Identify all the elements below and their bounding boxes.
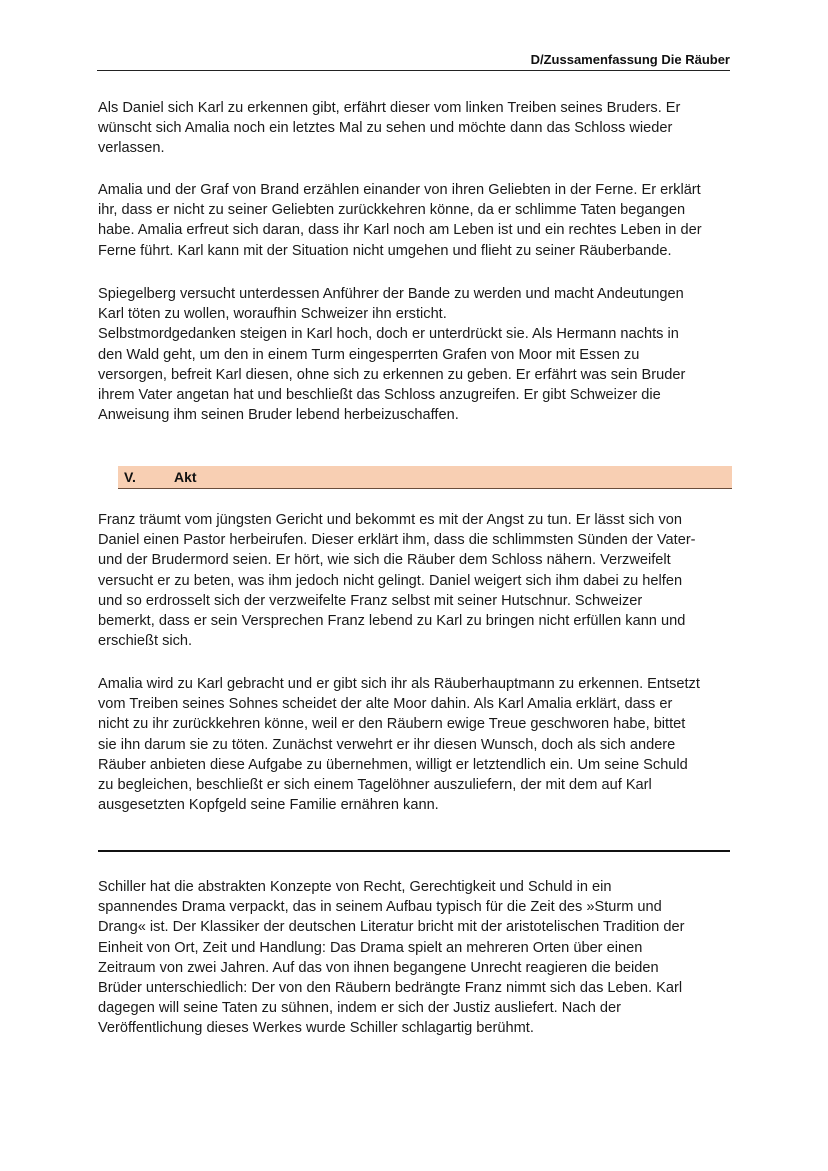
text-line: Als Daniel sich Karl zu erkennen gibt, erfährt dieser vom linken Treiben seines Bruders. Er — [98, 100, 681, 116]
text-line: Einheit von Ort, Zeit und Handlung: Das Drama spielt an mehreren Orten über einen — [98, 939, 643, 956]
text-line: erschießt sich. — [98, 633, 193, 650]
section-number: V. — [124, 469, 136, 485]
text-line: Daniel einen Pastor herbeirufen. Dieser erklärt ihm, dass die schlimmsten Sünden der Vater- — [98, 532, 696, 549]
paragraph-spiegelberg — [98, 284, 738, 425]
text-line: ihr, dass er nicht zu seiner Geliebten zurückkehren könne, da er schlimme Taten begangen — [98, 202, 686, 219]
section-divider — [98, 850, 730, 852]
section-heading-act-5 — [118, 466, 732, 489]
text-line: Ferne führt. Karl kann mit der Situation nicht umgehen und flieht zu seiner Räuberbande. — [98, 242, 672, 259]
text-line: Schiller hat die abstrakten Konzepte von Recht, Gerechtigkeit und Schuld in ein — [98, 879, 612, 895]
text-line: nicht zu ihr zurückkehren könne, weil er den Räubern ewige Treue geschworen habe, bittet — [98, 716, 686, 733]
text-line: habe. Amalia erfreut sich daran, dass ihr Karl noch am Leben ist und ein rechtes Leben in der — [98, 222, 702, 239]
text-line: Spiegelberg versucht unterdessen Anführer der Bande zu werden und macht Andeutungen — [98, 286, 684, 302]
section-title: Akt — [174, 469, 197, 485]
text-line: verlassen. — [98, 140, 165, 157]
page-header — [97, 50, 730, 71]
text-line: und der Brudermord seien. Er hört, wie sich die Räuber dem Schloss nähern. Verzweifelt — [98, 552, 671, 569]
text-line: Selbstmordgedanken steigen in Karl hoch, doch er unterdrückt sie. Als Hermann nachts in — [98, 326, 679, 343]
text-line: Karl töten zu wollen, woraufhin Schweizer ihn ersticht. — [98, 306, 447, 323]
text-line: dagegen will seine Taten zu sühnen, indem er sich der Justiz ausliefert. Nach der — [98, 1000, 621, 1017]
text-line: Veröffentlichung dieses Werkes wurde Schiller schlagartig berühmt. — [98, 1020, 534, 1037]
text-line: spannendes Drama verpackt, das in seinem Aufbau typisch für die Zeit des »Sturm und — [98, 899, 662, 916]
paragraph-daniel-reveals — [98, 98, 738, 159]
paragraph-amalia-karl — [98, 674, 738, 815]
text-line: ihrem Vater angetan hat und beschließt das Schloss anzugreifen. Er gibt Schweizer die — [98, 387, 661, 404]
text-line: bemerkt, dass er sein Versprechen Franz lebend zu Karl zu bringen nicht erfüllen kann und — [98, 613, 686, 630]
text-line: Drang« ist. Der Klassiker der deutschen Literatur bricht mit der aristotelischen Tradition der — [98, 919, 685, 936]
text-line: Amalia wird zu Karl gebracht und er gibt sich ihr als Räuberhauptmann zu erkennen. Entsetzt — [98, 676, 700, 692]
text-line: den Wald geht, um den in einem Turm eingesperrten Grafen von Moor mit Essen zu — [98, 346, 640, 363]
text-line: Brüder unterschiedlich: Der von den Räubern bedrängte Franz nimmt sich das Leben. Karl — [98, 980, 683, 997]
text-line: Anweisung ihm seinen Bruder lebend herbeizuschaffen. — [98, 407, 459, 424]
paragraph-conclusion — [98, 877, 738, 1039]
text-line: und so erdrosselt sich der verzweifelte Franz selbst mit seiner Hutschnur. Schweizer — [98, 592, 643, 609]
text-line: Zeitraum von zwei Jahren. Auf das von ihnen begangene Unrecht reagieren die beiden — [98, 959, 659, 976]
paragraph-amalia-graf — [98, 180, 738, 261]
text-line: versorgen, befreit Karl diesen, ohne sich zu erkennen zu geben. Er erfährt was sein Bruder — [98, 366, 686, 383]
text-line: versucht er zu beten, was ihm jedoch nicht gelingt. Daniel weigert sich ihm dabei zu helfen — [98, 572, 683, 589]
text-line: Franz träumt vom jüngsten Gericht und bekommt es mit der Angst zu tun. Er lässt sich von — [98, 512, 682, 528]
document-title: D/Zussamenfassung Die Räuber — [530, 52, 730, 67]
text-line: Räuber anbieten diese Aufgabe zu übernehmen, willigt er letztendlich ein. Um seine Schuld — [98, 756, 688, 773]
paragraph-franz-dream — [98, 510, 738, 651]
text-line: ausgesetzten Kopfgeld seine Familie ernähren kann. — [98, 797, 439, 814]
text-line: zu begleichen, beschließt er sich einem Tagelöhner auszuliefern, der mit dem auf Karl — [98, 777, 652, 794]
text-line: sie ihn darum sie zu töten. Zunächst verwehrt er ihr diesen Wunsch, doch als sich andere — [98, 736, 676, 753]
text-line: Amalia und der Graf von Brand erzählen einander von ihren Geliebten in der Ferne. Er erklärt — [98, 182, 701, 198]
text-line: wünscht sich Amalia noch ein letztes Mal zu sehen und möchte dann das Schloss wieder — [98, 120, 673, 137]
text-line: vom Treiben seines Sohnes scheidet der alte Moor dahin. Als Karl Amalia erklärt, dass er — [98, 696, 673, 713]
